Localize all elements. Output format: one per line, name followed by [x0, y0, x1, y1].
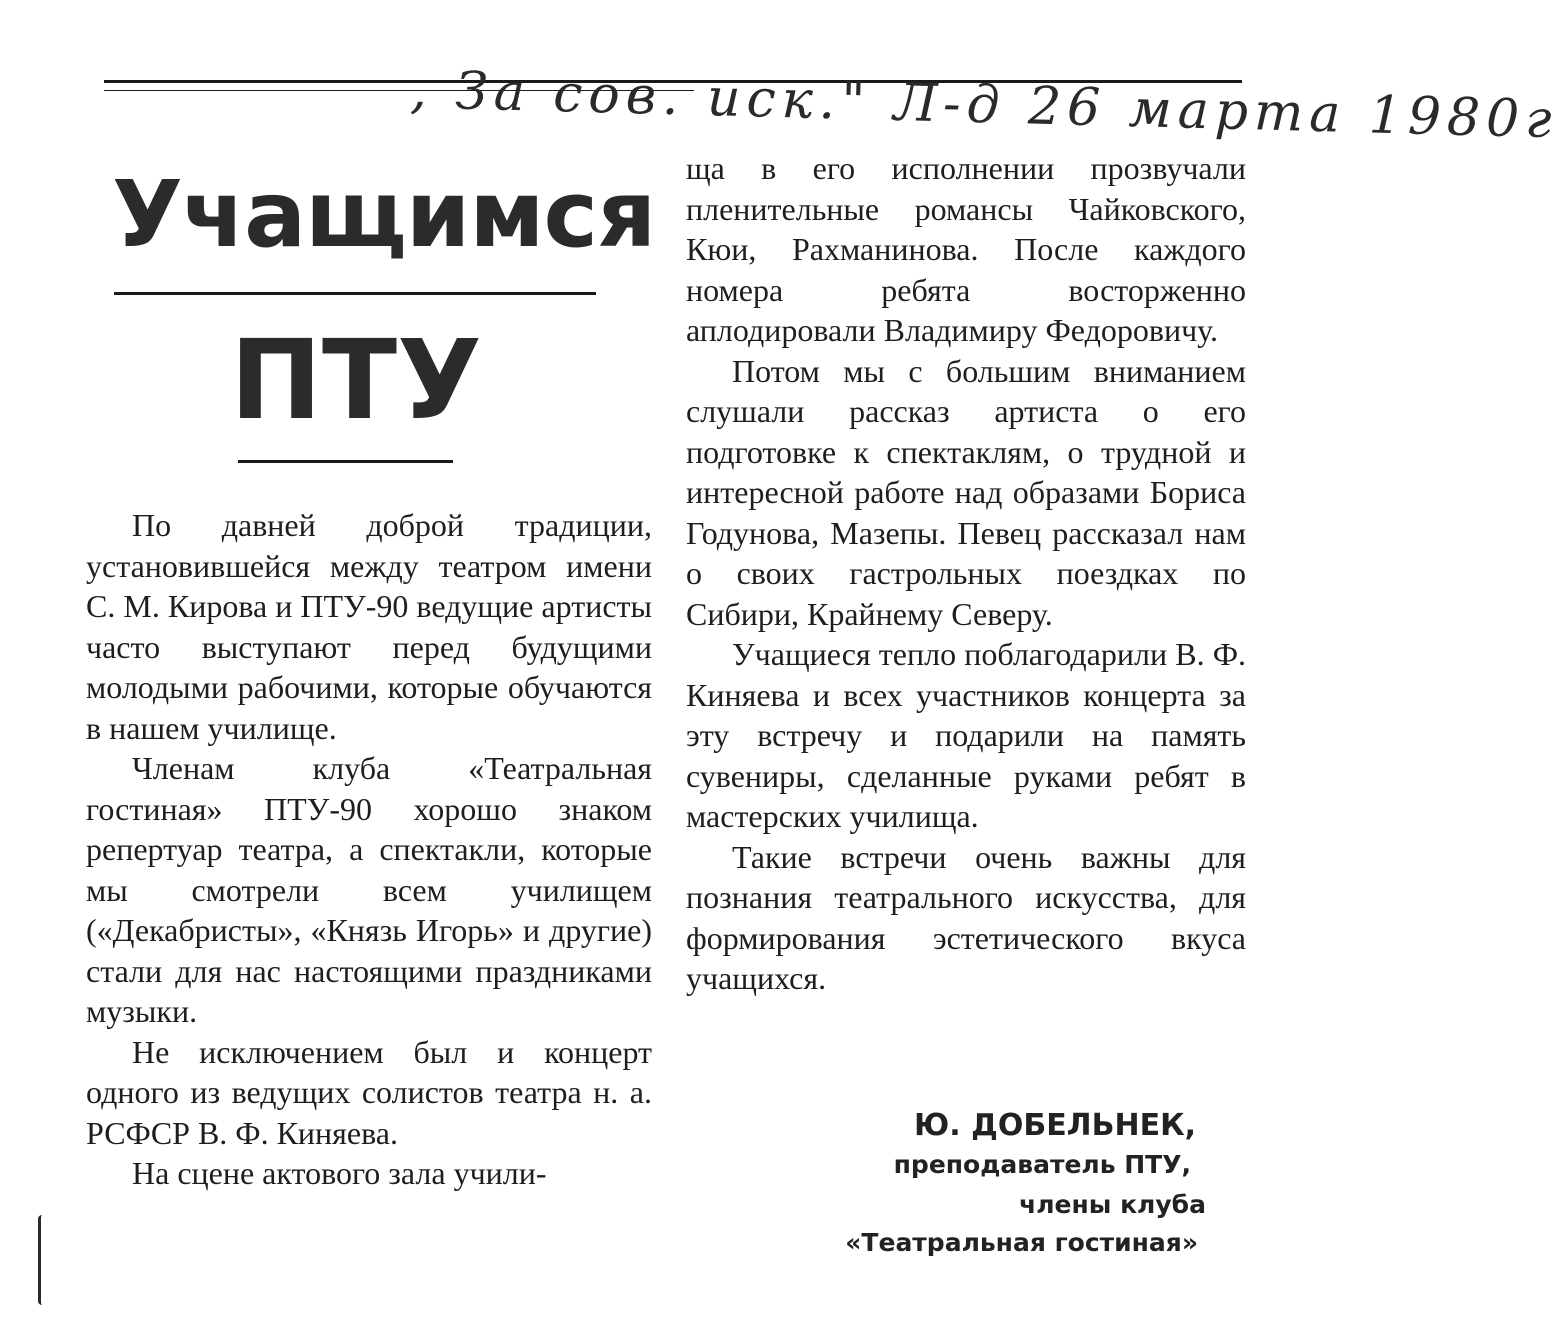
handwritten-source-note: , За сов. иск." Л-д 26 марта 1980г	[409, 60, 1558, 151]
headline-line-2: ПТУ	[230, 316, 482, 444]
paragraph: Не исключением был и концерт одного из ведущих солистов театра н. а. РСФСР В. Ф. Киняева.	[86, 1033, 652, 1151]
signature-role: преподаватель ПТУ,	[893, 1150, 1191, 1179]
signature-name: Ю. ДОБЕЛЬНЕК,	[914, 1108, 1196, 1143]
headline-underline-1	[114, 292, 596, 295]
article-right-column	[686, 148, 1246, 999]
headline-line-1: Учащимся	[112, 161, 656, 268]
paragraph: По давней доброй традиции, установившейся между театром имени С. М. Кирова и ПТУ-90 ведущие артисты часто выступают перед будущими молодыми рабочими, которые обучаются в нашем училище.	[86, 507, 652, 746]
paragraph: Учащиеся тепло поблагодарили В. Ф. Киняева и всех участников концерта за эту встречу и подарили на память сувениры, сделанные руками ребят в мастерских училища.	[686, 636, 1246, 834]
margin-bracket-mark	[38, 1215, 47, 1305]
paragraph: ща в его исполнении прозвучали пленительные романсы Чайковского, Кюи, Рахманинова. После каждого номера ребята восторженно аплодировали Владимиру Федоровичу.	[686, 150, 1246, 348]
paragraph: Потом мы с большим вниманием слушали рассказ артиста о его подготовке к спектаклям, о трудной и интересной работе над образами Бориса Годунова, Мазепы. Певец рассказал нам о своих гастрольных поездках по Сибири, Крайнему Северу.	[686, 352, 1246, 632]
signature-club: «Театральная гостиная»	[845, 1228, 1198, 1257]
paragraph: На сцене актового зала учили-	[132, 1155, 547, 1191]
headline-underline-2	[238, 460, 453, 463]
paragraph: Такие встречи очень важны для познания театрального искусства, для формирования эстетического вкуса учащихся.	[686, 838, 1246, 996]
article-left-column	[86, 505, 652, 1194]
paragraph: Членам клуба «Театральная гостиная» ПТУ-90 хорошо знаком репертуар театра, а спектакли, которые мы смотрели всем училищем («Декабристы», «Князь Игорь» и другие) стали для нас настоящими праздниками музыки.	[86, 750, 652, 1029]
signature-members: члены клуба	[1019, 1190, 1206, 1219]
